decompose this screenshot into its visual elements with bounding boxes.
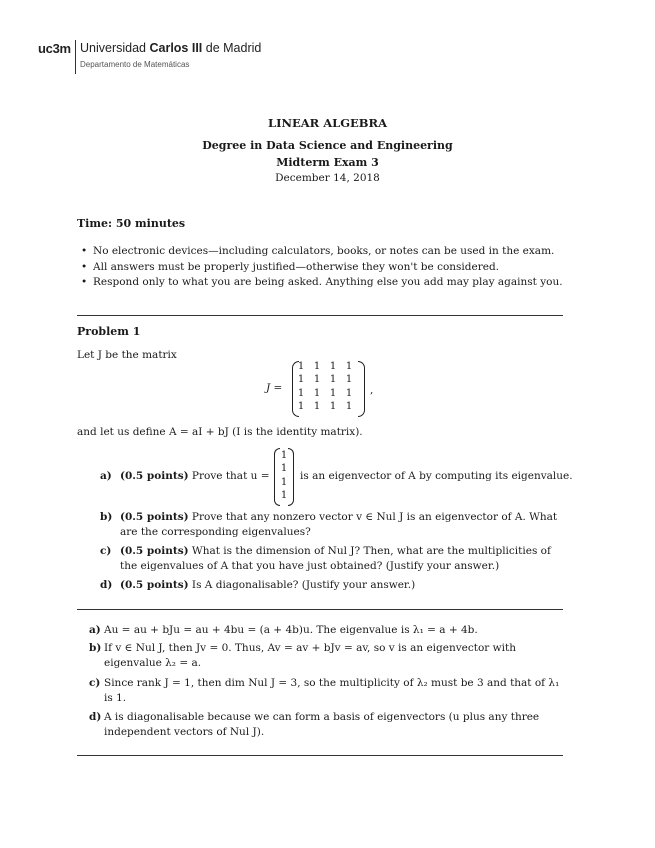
matrix-cell: 1 (297, 374, 305, 385)
problem-title: Problem 1 (77, 325, 141, 338)
solution-text: A is diagonalisable because we can form a basis of eigenvectors (u plus any three independent vectors of Nul J). (104, 711, 540, 738)
matrix-cell: 1 (329, 388, 337, 399)
part-points: (0.5 points) (120, 545, 189, 557)
course-title: LINEAR ALGEBRA (267, 116, 388, 130)
degree-name: Degree in Data Science and Engineering (202, 139, 453, 152)
part-d (100, 578, 566, 593)
department-name: Departamento de Matemáticas (80, 60, 190, 69)
vector-cell: 1 (280, 450, 288, 461)
divider (77, 755, 563, 756)
part-text: Is A diagonalisable? (Justify your answer.) (188, 579, 416, 591)
vector-cell: 1 (280, 490, 288, 501)
uc3m-logo: uc3m (38, 41, 71, 56)
part-label: b) (100, 511, 113, 523)
exam-date: December 14, 2018 (275, 172, 380, 184)
part-text: Prove that u = (188, 470, 270, 482)
divider (77, 609, 563, 610)
matrix-cell: 1 (345, 361, 353, 372)
solution-c (89, 676, 565, 706)
rule-item: • Respond only to what you are being asked. Anything else you add may play against you. (78, 275, 578, 291)
matrix-cell: 1 (345, 374, 353, 385)
matrix-cell: 1 (329, 361, 337, 372)
time-limit: Time: 50 minutes (77, 217, 186, 230)
matrix-cell: 1 (345, 388, 353, 399)
vector-cell: 1 (280, 463, 288, 474)
part-label: a) (100, 470, 112, 482)
part-points: (0.5 points) (120, 511, 189, 523)
part-a-text-after: is an eigenvector of A by computing its eigenvalue. (300, 470, 573, 482)
vector-u (273, 448, 295, 506)
solution-b (89, 641, 565, 671)
matrix-cell: 1 (313, 401, 321, 412)
solution-text: Au = au + bJu = au + 4bu = (a + 4b)u. The eigenvalue is λ₁ = a + 4b. (104, 624, 478, 636)
definition-text: and let us define A = aI + bJ (I is the identity matrix). (77, 426, 363, 438)
solution-label: a) (89, 624, 101, 636)
matrix-cell: 1 (297, 401, 305, 412)
exam-name: Midterm Exam 3 (276, 156, 379, 169)
matrix-cell: 1 (297, 388, 305, 399)
matrix-comma: , (370, 384, 374, 396)
matrix-cell: 1 (329, 374, 337, 385)
part-text: Prove that any nonzero vector v ∈ Nul J is an eigenvector of A. What are the corresponding eigenvalues? (120, 511, 558, 538)
solution-text: Since rank J = 1, then dim Nul J = 3, so the multiplicity of λ₂ must be 3 and that of λ₁ is 1. (104, 677, 560, 704)
matrix-label: J = (266, 382, 283, 394)
problem-intro: Let J be the matrix (77, 349, 177, 361)
solution-label: b) (89, 642, 102, 654)
rule-item: • All answers must be properly justified—otherwise they won't be considered. (78, 260, 578, 276)
part-b (100, 510, 566, 540)
part-c (100, 544, 566, 574)
logo-divider (75, 40, 76, 74)
matrix-j (290, 361, 366, 417)
divider (77, 315, 563, 316)
matrix-cell: 1 (313, 361, 321, 372)
university-name: Universidad Carlos III de Madrid (80, 41, 262, 55)
solution-text: If v ∈ Nul J, then Jv = 0. Thus, Av = av + bJv = av, so v is an eigenvector with eigenvalue λ₂ = a. (104, 642, 516, 669)
solution-label: c) (89, 677, 101, 689)
part-text: What is the dimension of Nul J? Then, what are the multiplicities of the eigenvalues of A that you have just obtained? (Justify your answer.) (120, 545, 551, 572)
matrix-cell: 1 (345, 401, 353, 412)
part-label: c) (100, 545, 112, 557)
exam-rules (78, 244, 578, 291)
vector-cell: 1 (280, 477, 288, 488)
rule-item: • No electronic devices—including calculators, books, or notes can be used in the exam. (78, 244, 578, 260)
part-label: d) (100, 579, 113, 591)
matrix-cell: 1 (313, 388, 321, 399)
solution-label: d) (89, 711, 102, 723)
solution-d (89, 710, 565, 740)
matrix-cell: 1 (329, 401, 337, 412)
solution-a (89, 623, 565, 638)
part-points: (0.5 points) (120, 470, 189, 482)
part-points: (0.5 points) (120, 579, 189, 591)
matrix-cell: 1 (297, 361, 305, 372)
matrix-cell: 1 (313, 374, 321, 385)
right-paren (358, 361, 365, 417)
